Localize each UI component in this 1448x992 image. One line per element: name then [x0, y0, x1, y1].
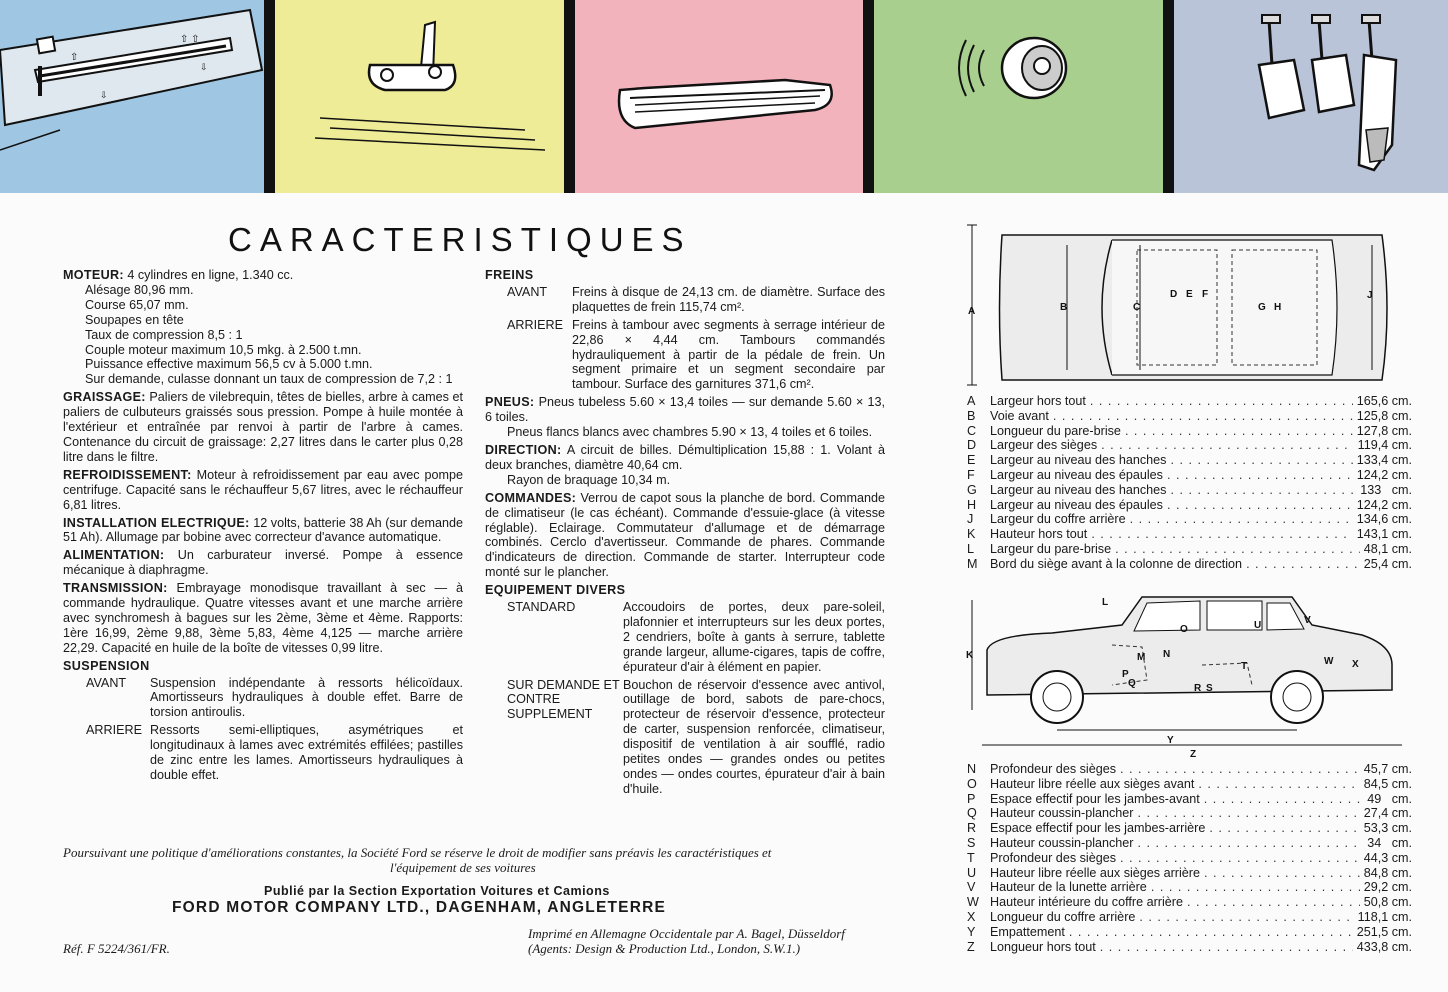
dimension-row: D Largeur des sièges . . . 119,4 cm. [967, 438, 1412, 453]
lock-illustration [874, 0, 1163, 193]
dimension-label-r: R [1194, 683, 1202, 694]
dimension-row: R Espace effectif pour les jambes-arrière . . . 53,3 cm. [967, 821, 1412, 836]
dimension-label-o: O [1180, 624, 1188, 635]
printer-credit: Imprimé en Allemagne Occidentale par A. Bagel, Düsseldorf (Agents: Design & Production Ltd., London, S.W.1.) [528, 926, 845, 956]
dimension-row: O Hauteur libre réelle aux sièges avant . . . 84,5 cm. [967, 777, 1412, 792]
equipement-heading: EQUIPEMENT DIVERS [485, 583, 626, 598]
svg-text:⇩: ⇩ [200, 62, 208, 72]
dimension-row: H Largeur au niveau des épaules . . . 124,2 cm. [967, 498, 1412, 513]
dimension-label-k: K [966, 650, 974, 661]
dimension-row: Y Empattement . . . 251,5 cm. [967, 925, 1412, 940]
section-pneus: PNEUS: Pneus tubeless 5.60 × 13,4 toiles — sur demande 5.60 × 13, 6 toiles. Pneus flancs blancs avec chambres 5.90 × 13, 4 toiles et 6 toiles. [485, 395, 885, 440]
dimension-label-t: T [1241, 661, 1248, 672]
dimension-label-d: D [1170, 289, 1178, 300]
door-handle-illustration [575, 0, 863, 193]
dimension-label-p: P [1122, 669, 1129, 680]
dimension-label-w: W [1324, 656, 1334, 667]
section-commandes: COMMANDES: Verrou de capot sous la planche de bord. Commande de climatiseur (le cas échéant). Commande d'essuie-glace (à vitesse réglable). Eclairage. Commutateur d'allumage et de démarrage combinés. Cerclo d'avertisseur. Commande de phares. Commande d'indicateurs de direction. Commande de starter. Interrupteur code monté sur le plancher. [485, 490, 885, 580]
notice-text: Poursuivant une politique d'améliorations constantes, la Société Ford se réserve le droit de modifier sans préavis les caractéristiques et l'équipement de ses voitures [63, 845, 772, 875]
car-side-diagram [962, 585, 1422, 760]
section-moteur: MOTEUR: 4 cylindres en ligne, 1.340 cc. Alésage 80,96 mm. Course 65,07 mm. Soupapes en tête Taux de compression 8,5 : 1 Couple moteur maximum 10,5 mkg. à 2.500 t.mn. Puissance effective maximum 56,5 cv à 5.000 t.mn. Sur demande, culasse donnant un taux de compression de 7,2 : 1 [63, 268, 453, 387]
dimension-label-e: E [1186, 289, 1193, 300]
dimension-row: X Longueur du coffre arrière . . . 118,1 cm. [967, 910, 1412, 925]
dimension-label-b: B [1060, 302, 1068, 313]
illustration-banner [0, 0, 1448, 193]
dimension-label-s: S [1206, 683, 1213, 694]
svg-text:⇩: ⇩ [100, 90, 108, 100]
equipement-sur-demande: SUR DEMANDE ET CONTRE SUPPLEMENT Bouchon de réservoir d'essence avec antivol, outillage de bord, sabots de pare-chocs, protecteur de réservoir d'essence, protecteur de carter, suspension renforcée, climatiseur, dispositif de ventilation à air soufflé, radio petites ondes — grandes ondes ou petites ondes — ondes courtes, épurateur d'air à bain d'huile. [507, 677, 885, 796]
dimension-row: A Largeur hors tout . . . 165,6 cm. [967, 394, 1412, 409]
suspension-avant: AVANT Suspension indépendante à ressorts hélicoïdaux. Amortisseurs hydrauliques à double effet. Barre de torsion antiroulis. [86, 675, 463, 720]
dimension-row: N Profondeur des sièges . . . 45,7 cm. [967, 762, 1412, 777]
section-graissage: GRAISSAGE: Paliers de vilebrequin, têtes de bielles, arbre à cames et paliers de culbuteurs graissés sous pression. Pompe à huile montée à l'extérieur et entraînée par renvoi à partir de l'arbre à cames. Contenance du circuit de graissage: 2,27 litres dans le carter plus 0,28 litre dans le filtre. [63, 390, 464, 464]
svg-text:⇧ ⇧: ⇧ ⇧ [180, 34, 200, 45]
dimension-label-v: V [1304, 615, 1311, 626]
dimension-label-n: N [1163, 649, 1171, 660]
freins-arriere: ARRIERE Freins à tambour avec segments à serrage intérieur de 22,86 × 4,44 cm. Tambours commandés hydrauliquement à partir de la pédale de frein. Un segment primaire et un segment secondaire par tambour. Surface des garnitures 371,6 cm². [507, 317, 885, 392]
section-transmission: TRANSMISSION: Embrayage monodisque travaillant à sec — à commande hydraulique. Quatre vitesses avant et une marche arrière avec synchromesh à bagues sur les 2ème, 3ème et 4ème. Rapports: 1ère 16,99, 2ème 9,88, 3ème 5,83, 4ème 4,125 — marche arrière 22,29. Capacité en huile de la boîte de vitesses 0,99 litre. [63, 581, 463, 655]
suspension-arriere: ARRIERE Ressorts semi-elliptiques, asymétriques et longitudinaux à lames avec extrémités effilées; pastilles de zinc entre les lames. Amortisseurs hydrauliques à double effet. [86, 723, 463, 782]
dimension-row: E Largeur au niveau des hanches . . . 133,4 cm. [967, 453, 1412, 468]
dimension-label-x: X [1352, 659, 1359, 670]
dimension-row: T Profondeur des sièges . . . 44,3 cm. [967, 851, 1412, 866]
publisher-company: FORD MOTOR COMPANY LTD., DAGENHAM, ANGLETERRE [172, 899, 667, 916]
reference-number: Réf. F 5224/361/FR. [63, 941, 170, 956]
pedals-illustration [1174, 0, 1448, 193]
dimension-row: U Hauteur libre réelle aux sièges arrière . . . 84,8 cm. [967, 866, 1412, 881]
dimension-label-q: Q [1128, 678, 1136, 689]
dimension-row: F Largeur au niveau des épaules . . . 124,2 cm. [967, 468, 1412, 483]
dimension-row: W Hauteur intérieure du coffre arrière . . . 50,8 cm. [967, 895, 1412, 910]
dimension-label-f: F [1202, 289, 1209, 300]
equipement-standard: STANDARD Accoudoirs de portes, deux pare-soleil, plafonnier et interrupteurs sur les deux portes, 2 cendriers, boîte à gants à serrure, tablette grande largeur, allume-cigares, tapis de coffre, épurateur d'air à élément en papier. [507, 600, 885, 674]
dimension-label-m: M [1137, 652, 1146, 663]
section-installation: INSTALLATION ELECTRIQUE: 12 volts, batterie 38 Ah (sur demande 51 Ah). Allumage par bobine avec correcteur d'avance automatique. [63, 515, 464, 545]
dimension-row: Q Hauteur coussin-plancher . . . 27,4 cm. [967, 806, 1412, 821]
freins-heading: FREINS [485, 268, 534, 282]
dimension-label-a: A [968, 306, 976, 317]
heater-control-illustration [0, 0, 264, 193]
dimensions-list-top [967, 394, 1412, 572]
dimension-label-h: H [1274, 302, 1282, 313]
dimension-label-l: L [1102, 597, 1109, 608]
dimension-row: L Largeur du pare-brise . . . 48,1 cm. [967, 542, 1412, 557]
dimensions-list-bottom [967, 762, 1412, 954]
dimension-row: Z Longueur hors tout . . . 433,8 cm. [967, 940, 1412, 955]
dimension-row: V Hauteur de la lunette arrière . . . 29,2 cm. [967, 880, 1412, 895]
dimension-row: J Largeur du coffre arrière . . . 134,6 cm. [967, 512, 1412, 527]
moteur-label: MOTEUR: [63, 268, 124, 282]
page-title: CARACTERISTIQUES [228, 221, 692, 258]
dimension-label-u: U [1254, 620, 1262, 631]
publisher-section: Publié par la Section Exportation Voitures et Camions [264, 884, 610, 898]
dimension-row: P Espace effectif pour les jambes-avant . . . 49 cm. [967, 792, 1412, 807]
dimension-row: G Largeur au niveau des hanches . . . 133 cm. [967, 483, 1412, 498]
specs-column-left [63, 268, 463, 786]
suspension-heading: SUSPENSION [63, 658, 150, 673]
dimension-label-y: Y [1167, 735, 1174, 746]
dimension-row: S Hauteur coussin-plancher . . . 34 cm. [967, 836, 1412, 851]
freins-avant: AVANT Freins à disque de 24,13 cm. de diamètre. Surface des plaquettes de frein 115,74 cm². [507, 284, 885, 314]
dimension-row: C Longueur du pare-brise . . . 127,8 cm. [967, 424, 1412, 439]
dimension-row: B Voie avant . . . 125,8 cm. [967, 409, 1412, 424]
gear-lever-illustration [275, 0, 564, 193]
specs-column-right [485, 268, 885, 800]
dimension-label-z: Z [1190, 749, 1197, 760]
section-alimentation: ALIMENTATION: Un carburateur inversé. Pompe à essence mécanique à diaphragme. [63, 548, 464, 578]
section-refroidissement: REFROIDISSEMENT: Moteur à refroidissement par eau avec pompe centrifuge. Capacité sans le réchauffeur 5,67 litres, avec le réchauffeur 6,81 litres. [63, 467, 464, 512]
svg-text:⇧: ⇧ [70, 52, 79, 63]
dimension-label-g: G [1258, 302, 1266, 313]
car-plan-diagram [962, 220, 1422, 395]
section-direction: DIRECTION: A circuit de billes. Démultiplication 15,88 : 1. Volant à deux branches, diamètre 40,64 cm. Rayon de braquage 10,34 m. [485, 442, 885, 487]
dimension-row: M Bord du siège avant à la colonne de direction . . . 25,4 cm. [967, 557, 1412, 572]
dimension-row: K Hauteur hors tout . . . 143,1 cm. [967, 527, 1412, 542]
dimension-label-j: J [1367, 290, 1373, 301]
dimension-label-c: C [1133, 302, 1141, 313]
